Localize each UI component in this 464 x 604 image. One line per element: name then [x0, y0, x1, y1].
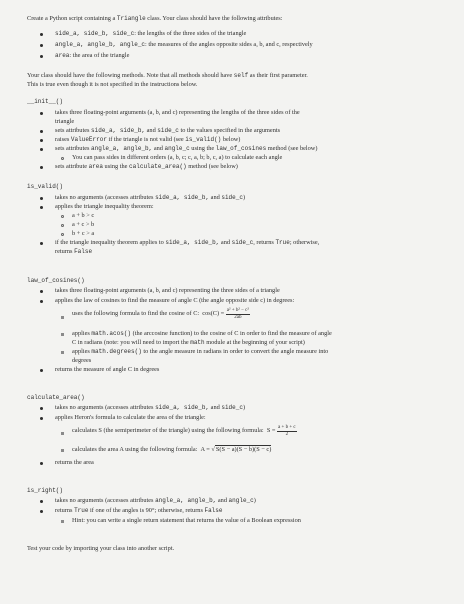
inequality-1: a + b > c [72, 212, 95, 219]
calc-b2: applies Heron's formula to calculate the area of the triangle: [55, 414, 206, 421]
sub-bullet-icon [61, 333, 64, 336]
methods-intro-2: This is true even though it is not specified in the instructions below. [27, 81, 198, 88]
bullet-icon [40, 33, 43, 36]
law-s3: applies math.degrees() to the angle measure in radians in order to convert the angle measure into [72, 348, 329, 355]
law-title: law_of_cosines() [27, 277, 85, 284]
footer-text: Test your code by importing your class into another script. [27, 545, 175, 552]
semiperimeter-formula: $\frac{a + b + c}{2}$ [278, 425, 296, 437]
class-name-code: Triangle [116, 15, 146, 22]
attr-item: angle_a, angle_b, angle_c: the measures of the angles opposite sides a, b, and c, respectively [55, 41, 313, 48]
bullet-icon [40, 300, 43, 303]
init-b4: sets attributes angle_a, angle_b, and angle_c using the law_of_cosines method (see below) [55, 145, 318, 152]
bullet-icon [40, 44, 43, 47]
init-sub1: You can pass sides in different orders (a, b, c; c, a, b; b, c, a) to calculate each angle [72, 154, 283, 161]
law-s3b: degrees [72, 357, 92, 364]
calc-s2: calculates the area A using the following formula: A = √S(S − a)(S − b)(S − c) [72, 446, 272, 453]
bullet-icon [40, 500, 43, 503]
init-title: __init__() [27, 98, 64, 105]
methods-intro: Your class should have the following methods. Note that all methods should have self as their first parameter. [27, 72, 308, 79]
law-s1: uses the following formula to find the cosine of C: cos(C) = $\frac{\text{a² + b² − c²}}{2ab}$ [72, 308, 249, 320]
bullet-icon [40, 55, 43, 58]
inequality-2: a + c > b [72, 221, 95, 228]
sub-bullet-icon [61, 316, 64, 319]
calc-b1: takes no arguments (accesses attributes side_a, side_b, and side_c) [55, 404, 246, 411]
sub-bullet-icon [61, 233, 64, 236]
init-b3: raises ValueError if the triangle is not valid (see is_valid() below) [55, 136, 241, 143]
sub-bullet-icon [61, 351, 64, 354]
bullet-icon [40, 112, 43, 115]
attr-item: side_a, side_b, side_c: the lengths of the three sides of the triangle [55, 30, 247, 37]
init-b5: sets attribute area using the calculate_area() method (see below) [55, 163, 238, 170]
valid-b3: if the triangle inequality theorem applies to side_a, side_b, and side_c, returns True; otherwise, [55, 239, 320, 246]
inequality-3: b + c > a [72, 230, 95, 237]
right-b1: takes no arguments (accesses attributes angle_a, angle_b, and angle_c) [55, 497, 256, 504]
bullet-icon [40, 417, 43, 420]
calc-b3: returns the area [55, 459, 94, 466]
bullet-icon [40, 139, 43, 142]
calc-title: calculate_area() [27, 394, 85, 401]
bullet-icon [40, 462, 43, 465]
bullet-icon [40, 148, 43, 151]
sub-bullet-icon [61, 449, 64, 452]
sub-bullet-icon [61, 215, 64, 218]
right-b2: returns True if one of the angles is 90°; otherwise, returns False [55, 507, 223, 514]
law-s2b: C in radians (note: you will need to import the math module at the beginning of your script) [72, 339, 305, 346]
intro-line: Create a Python script containing a Triangle class. Your class should have the following attributes: [27, 15, 283, 22]
sub-bullet-icon [61, 224, 64, 227]
heron-formula: S(S − a)(S − b)(S − c) [215, 446, 272, 453]
bullet-icon [40, 242, 43, 245]
bullet-icon [40, 130, 43, 133]
is-valid-title: is_valid() [27, 183, 64, 190]
bullet-icon [40, 510, 43, 513]
law-b3: returns the measure of angle C in degrees [55, 366, 160, 373]
bullet-icon [40, 197, 43, 200]
law-b2: applies the law of cosines to find the measure of angle C (the angle opposite side c) in degrees: [55, 297, 295, 304]
bullet-icon [40, 290, 43, 293]
init-b1b: triangle [55, 118, 75, 125]
valid-b3b: returns False [55, 248, 93, 255]
right-title: is_right() [27, 487, 64, 494]
sub-bullet-icon [61, 520, 64, 523]
sub-bullet-icon [61, 157, 64, 160]
valid-b2: applies the triangle inequality theorem: [55, 203, 154, 210]
cosine-formula: $\frac{\text{a² + b² − c²}}{2ab}$ [226, 308, 249, 320]
init-b1: takes three floating-point arguments (a, b, and c) representing the lengths of the three sides of the [55, 109, 300, 116]
valid-b1: takes no arguments (accesses attributes side_a, side_b, and side_c) [55, 194, 246, 201]
bullet-icon [40, 206, 43, 209]
law-s2: applies math.acos() (the arccosine function) to the cosine of C in order to find the measure of angle [72, 330, 332, 337]
attr-item: area: the area of the triangle [55, 52, 130, 59]
init-b2: sets attributes side_a, side_b, and side_c to the values specified in the arguments [55, 127, 281, 134]
bullet-icon [40, 369, 43, 372]
calc-s1: calculates S (the semiperimeter of the triangle) using the following formula: S = $\frac{a + b + c}{2}$ [72, 425, 296, 437]
bullet-icon [40, 166, 43, 169]
sub-bullet-icon [61, 432, 64, 435]
bullet-icon [40, 407, 43, 410]
law-b1: takes three floating-point arguments (a, b, and c) representing the three sides of a triangle [55, 287, 280, 294]
right-s1: Hint: you can write a single return statement that returns the value of a Boolean expression [72, 517, 301, 524]
